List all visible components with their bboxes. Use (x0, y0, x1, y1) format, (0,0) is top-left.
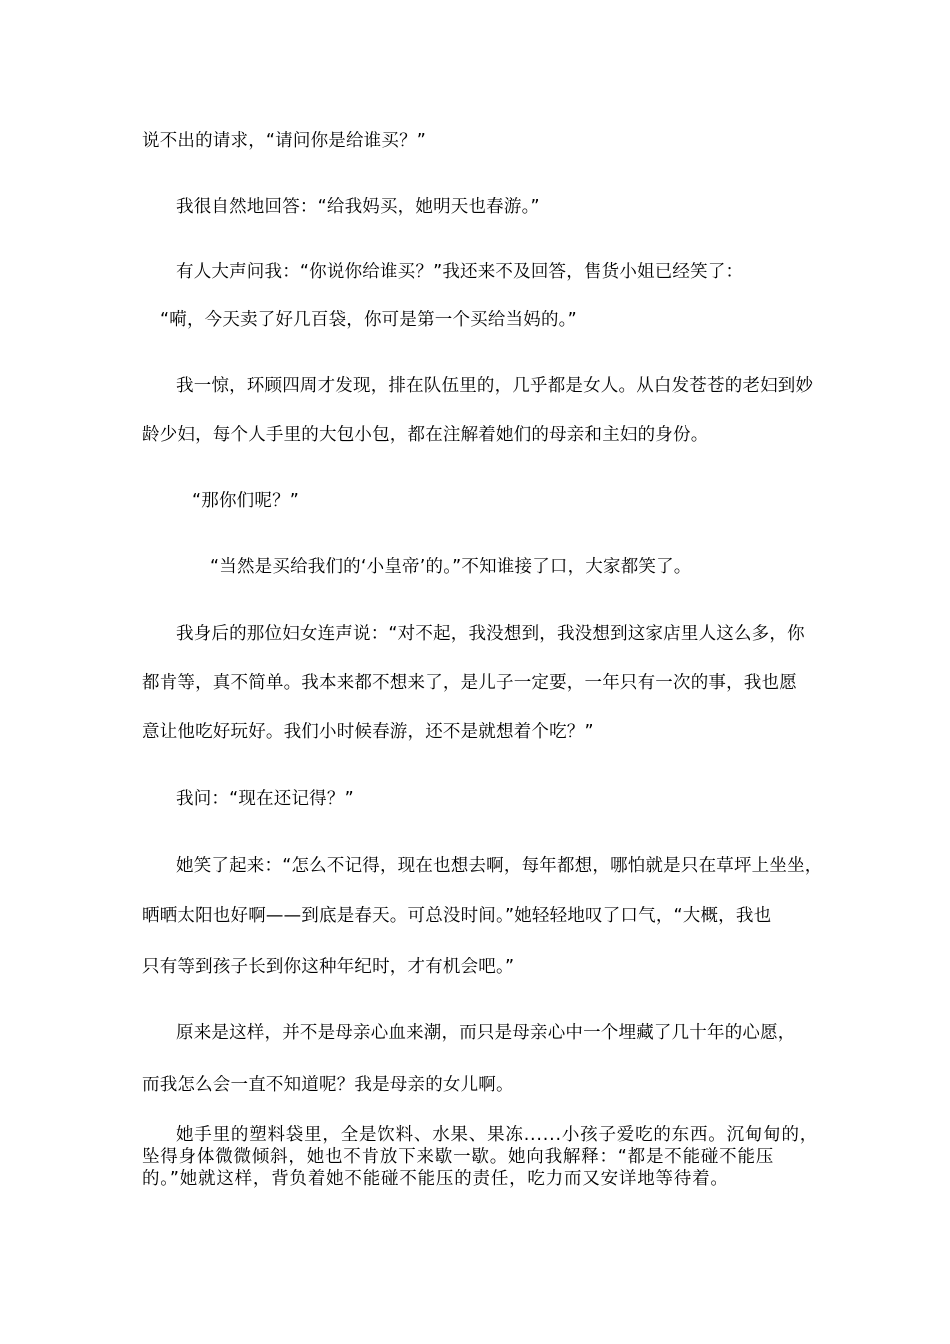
text-line-6: 龄少妇，每个人手里的大包小包，都在注解着她们的母亲和主妇的身份。 (142, 425, 709, 445)
text-line-19: 坠得身体微微倾斜，她也不肯放下来歇一歇。她向我解释：“都是不能碰不能压 (142, 1147, 775, 1167)
text-line-3: 有人大声问我：“你说你给谁买？”我还来不及回答，售货小姐已经笑了： (176, 262, 744, 282)
text-line-16: 原来是这样，并不是母亲心血来潮，而只是母亲心中一个埋藏了几十年的心愿， (176, 1023, 796, 1043)
text-line-14: 晒晒太阳也好啊——到底是春天。可总没时间。”她轻轻地叹了口气，“大概，我也 (142, 906, 772, 926)
text-line-4: “嗬，今天卖了好几百袋，你可是第一个买给当妈的。” (160, 310, 577, 330)
text-line-15: 只有等到孩子长到你这种年纪时，才有机会吧。” (142, 957, 515, 977)
text-line-9: 我身后的那位妇女连声说：“对不起，我没想到，我没想到这家店里人这么多，你 (176, 624, 805, 644)
text-line-7: “那你们呢？” (192, 491, 300, 511)
text-line-13: 她笑了起来：“怎么不记得，现在也想去啊，每年都想，哪怕就是只在草坪上坐坐， (176, 856, 823, 876)
text-line-11: 意让他吃好玩好。我们小时候春游，还不是就想着个吃？” (142, 722, 594, 742)
text-line-1: 说不出的请求，“请问你是给谁买？” (142, 131, 427, 151)
text-line-20: 的。”她就这样，背负着她不能碰不能压的责任，吃力而又安详地等待着。 (142, 1169, 729, 1189)
text-line-17: 而我怎么会一直不知道呢？我是母亲的女儿啊。 (142, 1075, 514, 1095)
text-line-12: 我问：“现在还记得？” (176, 789, 354, 809)
text-line-5: 我一惊，环顾四周才发现，排在队伍里的，几乎都是女人。从白发苍苍的老妇到妙 (176, 376, 814, 396)
text-line-10: 都肯等，真不简单。我本来都不想来了，是儿子一定要，一年只有一次的事，我也愿 (142, 673, 797, 693)
text-line-8: “当然是买给我们的‘小皇帝’的。”不知谁接了口，大家都笑了。 (210, 557, 692, 577)
text-line-2: 我很自然地回答：“给我妈买，她明天也春游。” (176, 197, 540, 217)
text-line-18: 她手里的塑料袋里，全是饮料、水果、果冻......小孩子爱吃的东西。沉甸甸的， (176, 1125, 819, 1145)
